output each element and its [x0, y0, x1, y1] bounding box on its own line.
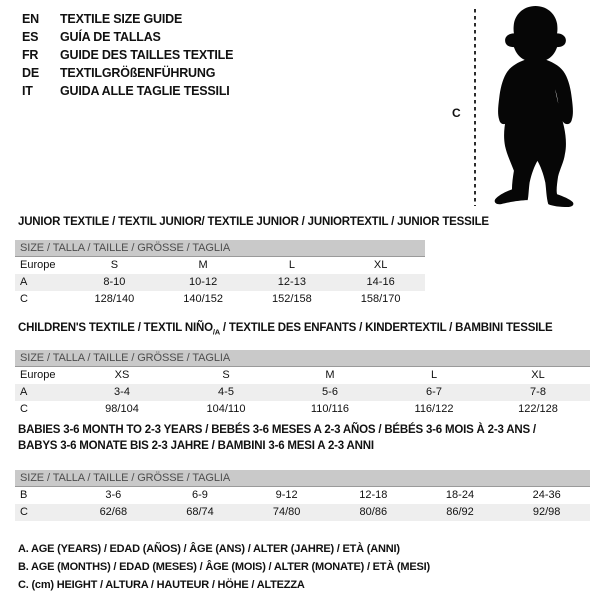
table-row-height [15, 504, 590, 521]
row-label: Europe [20, 369, 56, 381]
title-line-2: BABYS 3-6 MONATE BIS 2-3 JAHRE / BAMBINI 3-6 MESI A 2-3 ANNI [18, 440, 374, 452]
footnote-c: C. (cm) HEIGHT / ALTURA / HAUTEUR / HÖHE / ALTEZZA [18, 579, 305, 591]
cell: 10-12 [189, 276, 218, 288]
title-part: / TEXTILE DES ENFANTS / KINDERTEXTIL / BAMBINI TESSILE [219, 322, 553, 334]
cell: 158/170 [360, 293, 401, 305]
table-row-age [15, 384, 590, 401]
title-subscript: /A [212, 327, 220, 337]
junior-size-table [15, 240, 425, 308]
title-part: CHILDREN'S TEXTILE / TEXTIL NIÑO [18, 322, 213, 334]
lang-code: ES [22, 30, 39, 44]
cell: 98/104 [105, 403, 139, 415]
cell: 6-9 [192, 489, 208, 501]
table-row-age [15, 274, 425, 291]
lang-code: FR [22, 48, 39, 62]
cell: 80/86 [359, 506, 388, 518]
cell: 110/116 [310, 403, 350, 415]
table-row-age-months [15, 487, 590, 504]
cell: 140/152 [183, 293, 223, 305]
row-label: B [20, 489, 28, 501]
junior-table-title: JUNIOR TEXTILE / TEXTIL JUNIOR/ TEXTILE JUNIOR / JUNIORTEXTIL / JUNIOR TESSILE [18, 216, 489, 228]
table-row-europe [15, 367, 590, 384]
cell: 9-12 [275, 489, 298, 501]
children-table-title [18, 320, 552, 340]
cell: L [430, 369, 438, 381]
row-label: Europe [20, 259, 56, 271]
lang-text: TEXTILE SIZE GUIDE [60, 12, 183, 26]
cell: 14-16 [366, 276, 395, 288]
cell: 3-6 [105, 489, 122, 501]
height-measure-dashed-line [474, 9, 476, 206]
cell: M [198, 259, 208, 271]
lang-text: GUIDA ALLE TAGLIE TESSILI [60, 84, 230, 98]
footnotes [18, 540, 430, 594]
toddler-silhouette [487, 4, 584, 208]
table-row-height [15, 291, 425, 308]
cell: 6-7 [426, 386, 442, 398]
table-row-height [15, 401, 590, 418]
lang-text: GUIDE DES TAILLES TEXTILE [60, 48, 234, 62]
cell: 122/128 [518, 403, 558, 415]
cell: 4-5 [218, 386, 234, 398]
title-line-1: BABIES 3-6 MONTH TO 2-3 YEARS / BEBÉS 3-6 MESES A 2-3 AÑOS / BÉBÉS 3-6 MOIS À 2-3 ANS / [18, 424, 536, 436]
lang-row-es [22, 28, 233, 46]
cell: 128/140 [94, 293, 135, 305]
cell: 12-13 [277, 276, 306, 288]
cell: 8-10 [103, 276, 126, 288]
cell: 24-36 [532, 489, 561, 501]
row-label: A [20, 276, 28, 288]
lang-row-en [22, 10, 233, 28]
cell: 74/80 [272, 506, 301, 518]
cell: M [325, 369, 335, 381]
size-header-bar: SIZE / TALLA / TAILLE / GRÖSSE / TAGLIA [15, 240, 425, 257]
cell: XL [531, 369, 545, 381]
height-measure-label: C [452, 106, 461, 120]
babies-table-title [18, 422, 578, 454]
cell: 12-18 [359, 489, 388, 501]
table-row-europe [15, 257, 425, 274]
size-header-bar: SIZE / TALLA / TAILLE / GRÖSSE / TAGLIA [15, 350, 590, 367]
lang-text: TEXTILGRÖßENFÜHRUNG [60, 66, 216, 80]
lang-text: GUÍA DE TALLAS [60, 30, 161, 44]
cell: 92/98 [532, 506, 561, 518]
lang-code: DE [22, 66, 39, 80]
children-size-table [15, 350, 590, 418]
cell: S [222, 369, 230, 381]
cell: 7-8 [530, 386, 546, 398]
cell: 86/92 [446, 506, 474, 518]
lang-row-de [22, 64, 233, 82]
cell: XL [373, 259, 388, 271]
cell: S [110, 259, 119, 271]
language-title-list [22, 10, 233, 100]
cell: 104/110 [206, 403, 246, 415]
cell: 116/122 [414, 403, 454, 415]
lang-row-it [22, 82, 233, 100]
footnote-a: A. AGE (YEARS) / EDAD (AÑOS) / ÂGE (ANS) / ALTER (JAHRE) / ETÀ (ANNI) [18, 543, 400, 555]
cell: 62/68 [99, 506, 128, 518]
cell: 152/158 [271, 293, 312, 305]
row-label: C [20, 293, 28, 305]
row-label: C [20, 506, 28, 518]
lang-code: EN [22, 12, 39, 26]
row-label: C [20, 403, 28, 415]
cell: 18-24 [445, 489, 475, 501]
cell: 68/74 [186, 506, 214, 518]
cell: XS [114, 369, 130, 381]
cell: L [288, 259, 295, 271]
lang-code: IT [22, 84, 33, 98]
footnote-b: B. AGE (MONTHS) / EDAD (MESES) / ÂGE (MOIS) / ALTER (MONATE) / ETÀ (MESI) [18, 561, 430, 573]
row-label: A [20, 386, 28, 398]
babies-size-table [15, 470, 590, 521]
cell: 3-4 [114, 386, 130, 398]
lang-row-fr [22, 46, 233, 64]
size-header-bar: SIZE / TALLA / TAILLE / GRÖSSE / TAGLIA [15, 470, 590, 487]
cell: 5-6 [322, 386, 338, 398]
